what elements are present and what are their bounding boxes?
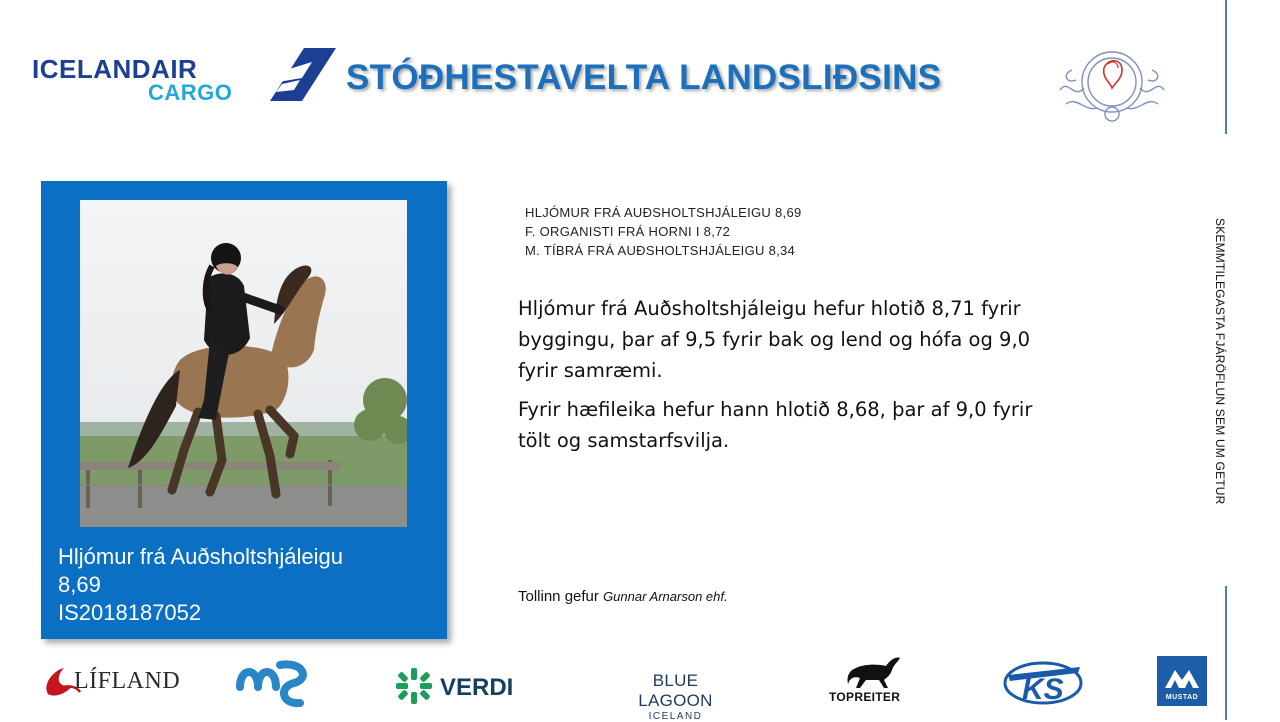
icelandair-wing-icon [242,48,338,104]
mustad-mountain-icon [1157,658,1207,696]
sponsor-name: Gunnar Arnarson ehf. [603,589,728,604]
mustad-logo [1157,656,1207,706]
horse-registration-id: IS2018187052 [58,600,202,625]
sponsor-prefix: Tollinn gefur [518,588,599,605]
description-ability: Fyrir hæfileika hefur hann hlotið 8,68, þar af 9,0 fyrir tölt og samstarfsvilja. [518,398,1033,452]
blue-lagoon-logo-text: BLUE LAGOON [638,671,713,710]
verdi-logo-text: VERDI [440,674,514,701]
verdi-star-icon [394,666,434,706]
topreiter-logo [826,654,918,704]
icelandair-logo-text: ICELANDAIR [32,54,198,84]
verdi-logo [394,666,524,706]
right-divider-bottom [1225,586,1227,720]
mustad-logo-text: MUSTAD [1165,694,1199,701]
horse-description [518,293,1038,464]
cargo-logo-text: CARGO [148,80,233,105]
horse-caption [58,543,343,627]
lifland-logo [42,662,182,702]
landssamband-seal-logo [1052,38,1172,128]
lifland-logo-text: LÍFLAND [74,668,181,694]
ms-logo [234,659,316,707]
horse-card [41,181,447,639]
pedigree-dam: M. TÍBRÁ FRÁ AUÐSHOLTSHJÁLEIGU 8,34 [525,243,796,258]
svg-text:KS: KS [1022,673,1064,706]
ks-logo [1000,659,1086,707]
toll-sponsor-line [518,588,728,605]
icelandair-cargo-logo [32,48,307,104]
page-title: STÓÐHESTAVELTA LANDSLIÐSINS [346,58,942,97]
horse-rider-photo [80,200,407,527]
right-divider-top [1225,0,1227,134]
horse-score: 8,69 [58,572,101,597]
side-tagline-text: SKEMMTILEGASTA FJÁRÖFLUN SEM UM GETUR [1213,218,1227,505]
blue-lagoon-logo-subtext: ICELAND [648,711,703,722]
description-conformation: Hljómur frá Auðsholtshjáleigu hefur hlotið 8,71 fyrir byggingu, þar af 9,5 fyrir bak og lend og hófa og 9,0 fyrir samræmi. [518,297,1031,382]
topreiter-logo-text: TOPREITER [829,690,901,704]
horse-name: Hljómur frá Auðsholtshjáleigu [58,544,343,569]
blue-lagoon-logo [618,671,733,722]
topreiter-horse-icon [846,654,902,690]
side-tagline [1213,218,1227,518]
pedigree-block [525,203,802,260]
pedigree-horse: HLJÓMUR FRÁ AUÐSHOLTSHJÁLEIGU 8,69 [525,205,802,220]
pedigree-sire: F. ORGANISTI FRÁ HORNI I 8,72 [525,224,731,239]
